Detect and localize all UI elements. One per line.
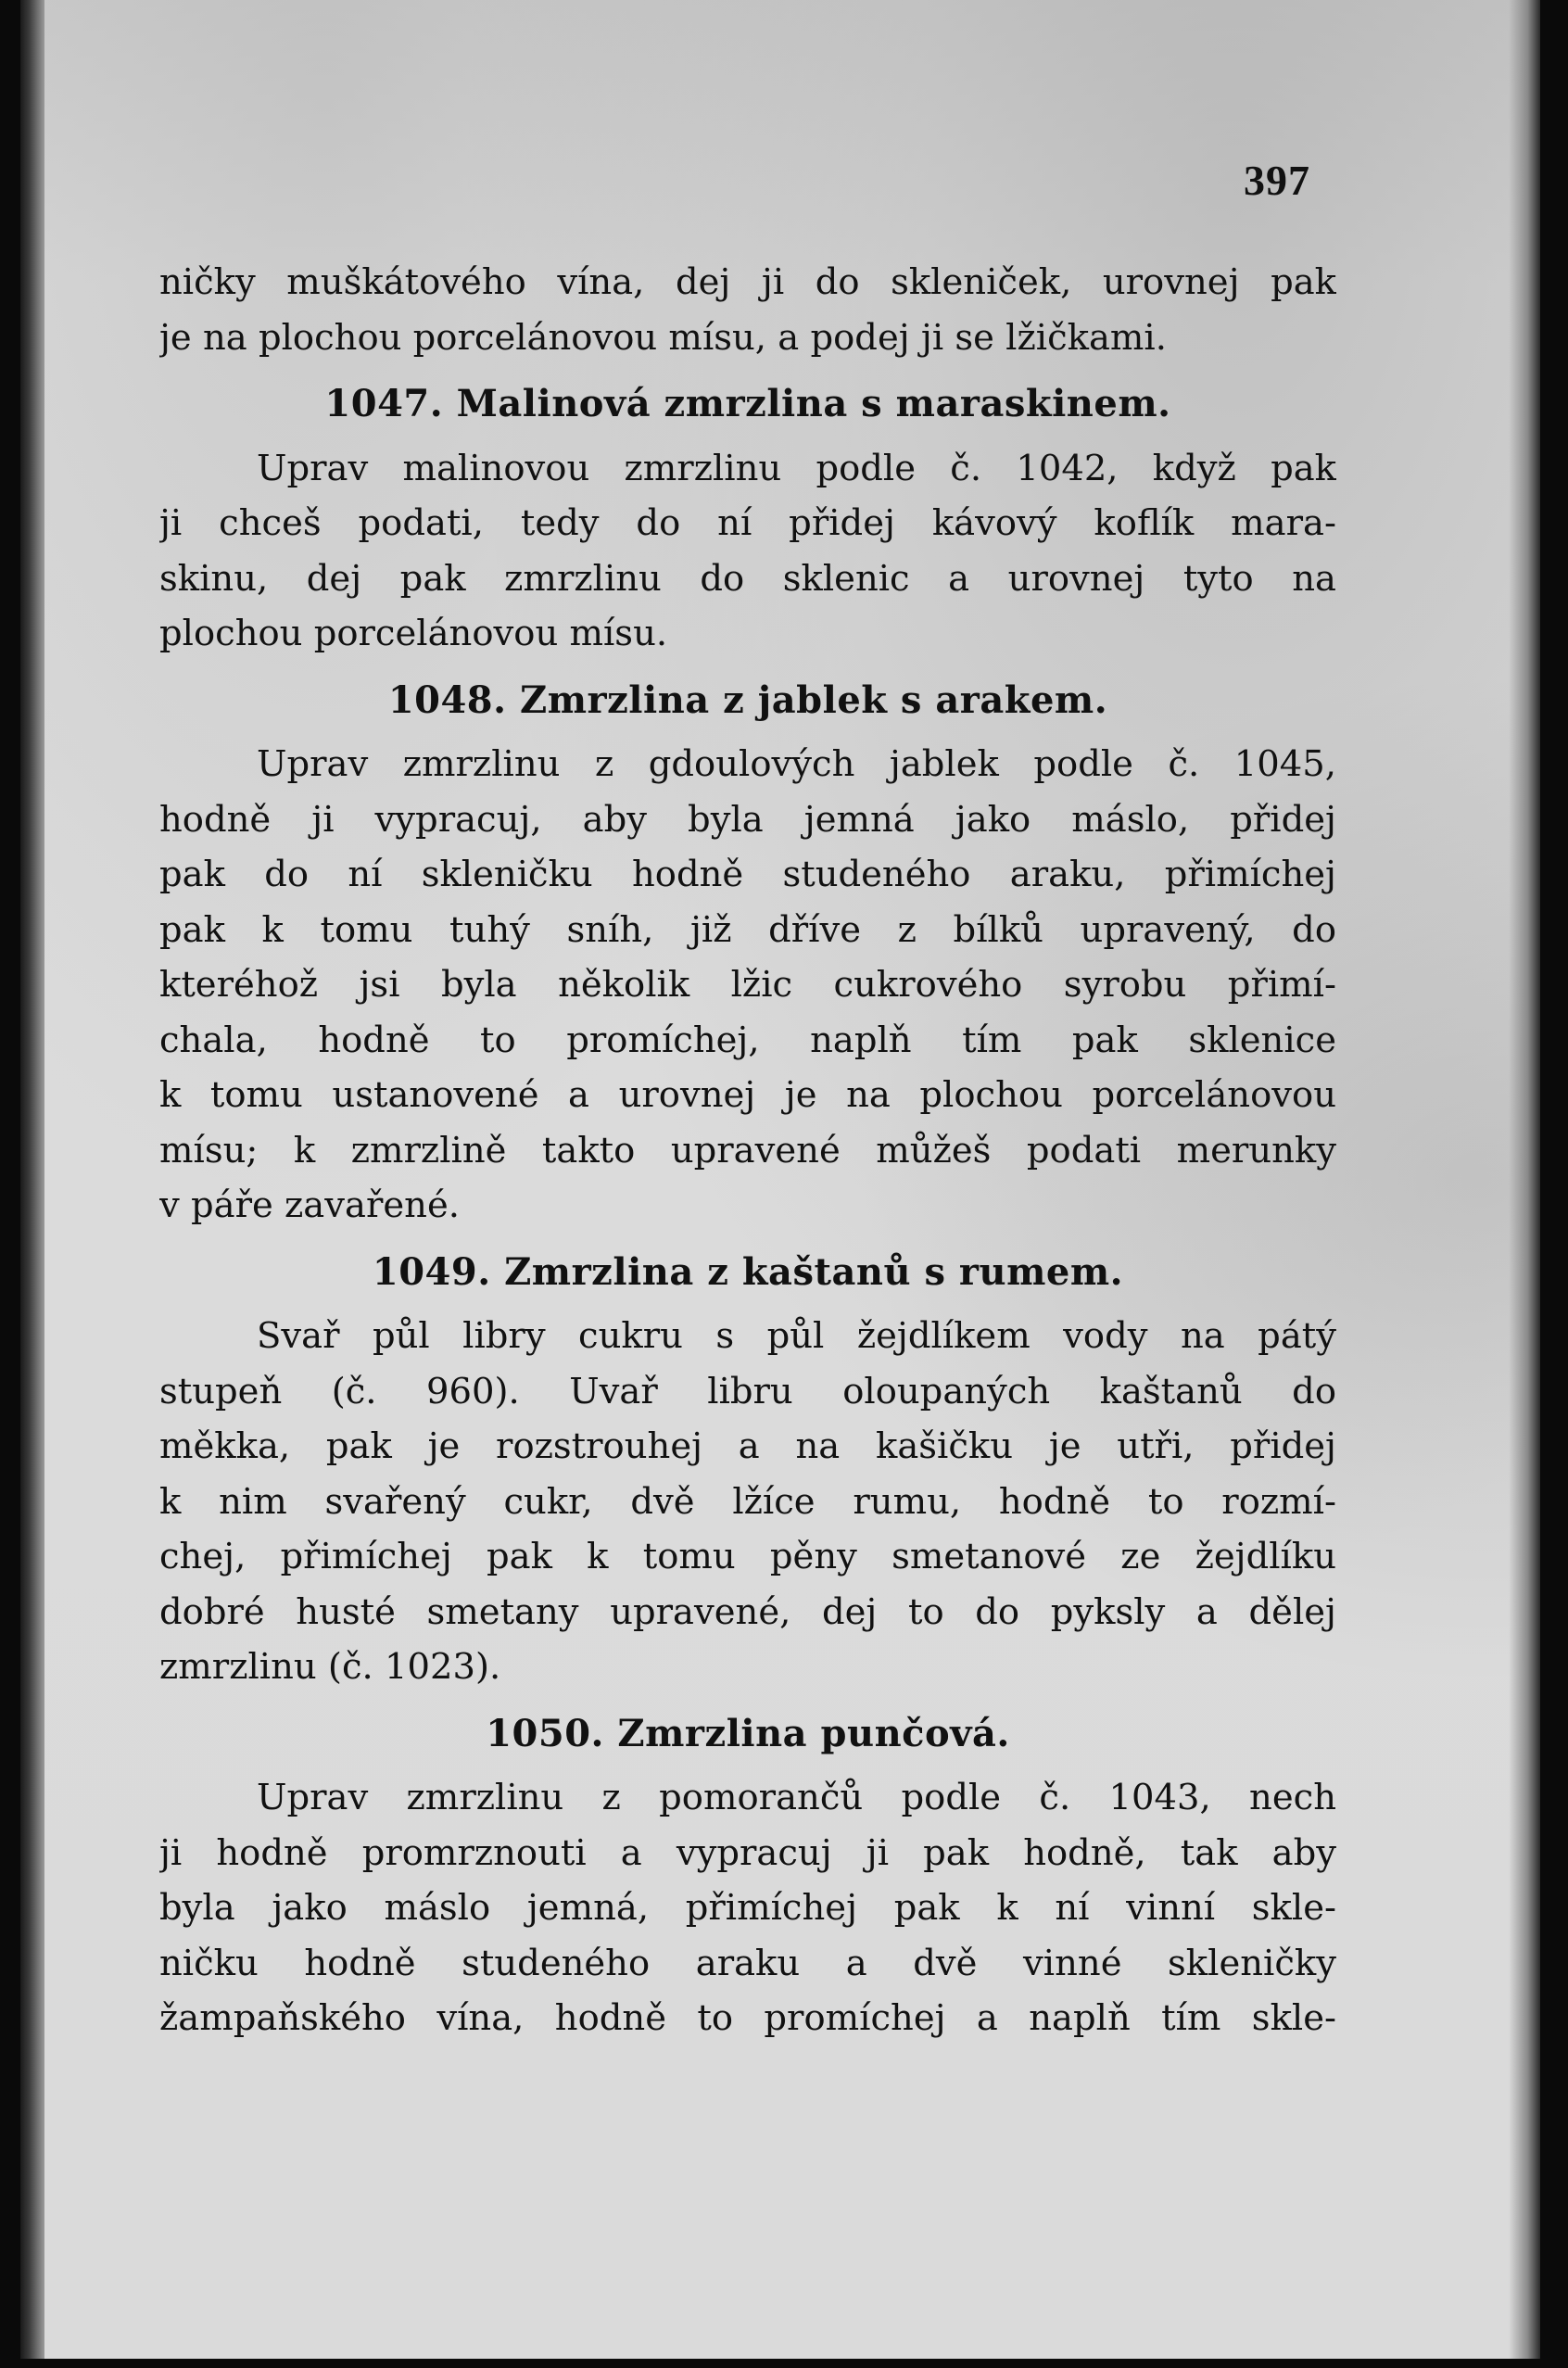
page-right-edge [1509, 0, 1540, 2359]
text-line: ji hodně promrznouti a vypracuj ji pak hodně, tak aby [159, 1831, 1336, 1874]
text-line: dobré husté smetany upravené, dej to do pyksly a dělej [159, 1590, 1336, 1633]
text-line: je na plochou porcelánovou mísu, a podej ji se lžičkami. [159, 316, 1167, 359]
page-text [159, 255, 1336, 2046]
text-line: skinu, dej pak zmrzlinu do sklenic a urovnej tyto na [159, 557, 1336, 600]
text-line: v páře zavařené. [159, 1184, 460, 1226]
text-line: pak k tomu tuhý sníh, již dříve z bílků upravený, do [159, 908, 1336, 951]
text-line: Uprav malinovou zmrzlinu podle č. 1042, když pak [257, 447, 1336, 489]
page-left-edge [20, 0, 44, 2359]
text-line: měkka, pak je rozstrouhej a na kašičku je utři, přidej [159, 1425, 1336, 1467]
text-line: Svař půl libry cukru s půl žejdlíkem vody na pátý [257, 1315, 1336, 1357]
text-line: ji chceš podati, tedy do ní přidej kávový koflík mara- [159, 502, 1336, 544]
text-line: Uprav zmrzlinu z gdoulových jablek podle č. 1045, [257, 743, 1336, 785]
text-line: ničku hodně studeného araku a dvě vinné skleničky [159, 1942, 1336, 1984]
recipe-heading: 1050. Zmrzlina punčová. [486, 1711, 1010, 1755]
text-line: kteréhož jsi byla několik lžic cukrového syrobu přimí- [159, 964, 1336, 1006]
text-line: mísu; k zmrzlině takto upravené můžeš podati merunky [159, 1129, 1336, 1171]
text-line: hodně ji vypracuj, aby byla jemná jako máslo, přidej [159, 798, 1336, 841]
text-line: k tomu ustanovené a urovnej je na plochou porcelánovou [159, 1074, 1336, 1116]
text-line: byla jako máslo jemná, přimíchej pak k ní vinní skle- [159, 1887, 1336, 1929]
text-line: k nim svařený cukr, dvě lžíce rumu, hodně to rozmí- [159, 1480, 1336, 1523]
text-line: chej, přimíchej pak k tomu pěny smetanové ze žejdlíku [159, 1536, 1336, 1577]
page-number: 397 [1244, 157, 1310, 204]
recipe-heading: 1048. Zmrzlina z jablek s arakem. [387, 677, 1108, 722]
text-line: pak do ní skleničku hodně studeného araku, přimíchej [159, 854, 1336, 895]
text-line: stupeň (č. 960). Uvař libru oloupaných kaštanů do [159, 1370, 1336, 1412]
text-line: žampaňského vína, hodně to promíchej a naplň tím skle- [159, 1997, 1336, 2039]
text-line: ničky muškátového vína, dej ji do skleniček, urovnej pak [159, 261, 1336, 303]
text-line: zmrzlinu (č. 1023). [159, 1646, 501, 1688]
book-page [20, 0, 1540, 2359]
recipe-heading: 1049. Zmrzlina z kaštanů s rumem. [372, 1249, 1124, 1294]
text-line: plochou porcelánovou mísu. [159, 613, 668, 654]
text-line: chala, hodně to promíchej, naplň tím pak sklenice [159, 1019, 1336, 1061]
text-line: Uprav zmrzlinu z pomorančů podle č. 1043, nech [257, 1777, 1336, 1818]
recipe-heading: 1047. Malinová zmrzlina s maraskinem. [324, 382, 1171, 425]
